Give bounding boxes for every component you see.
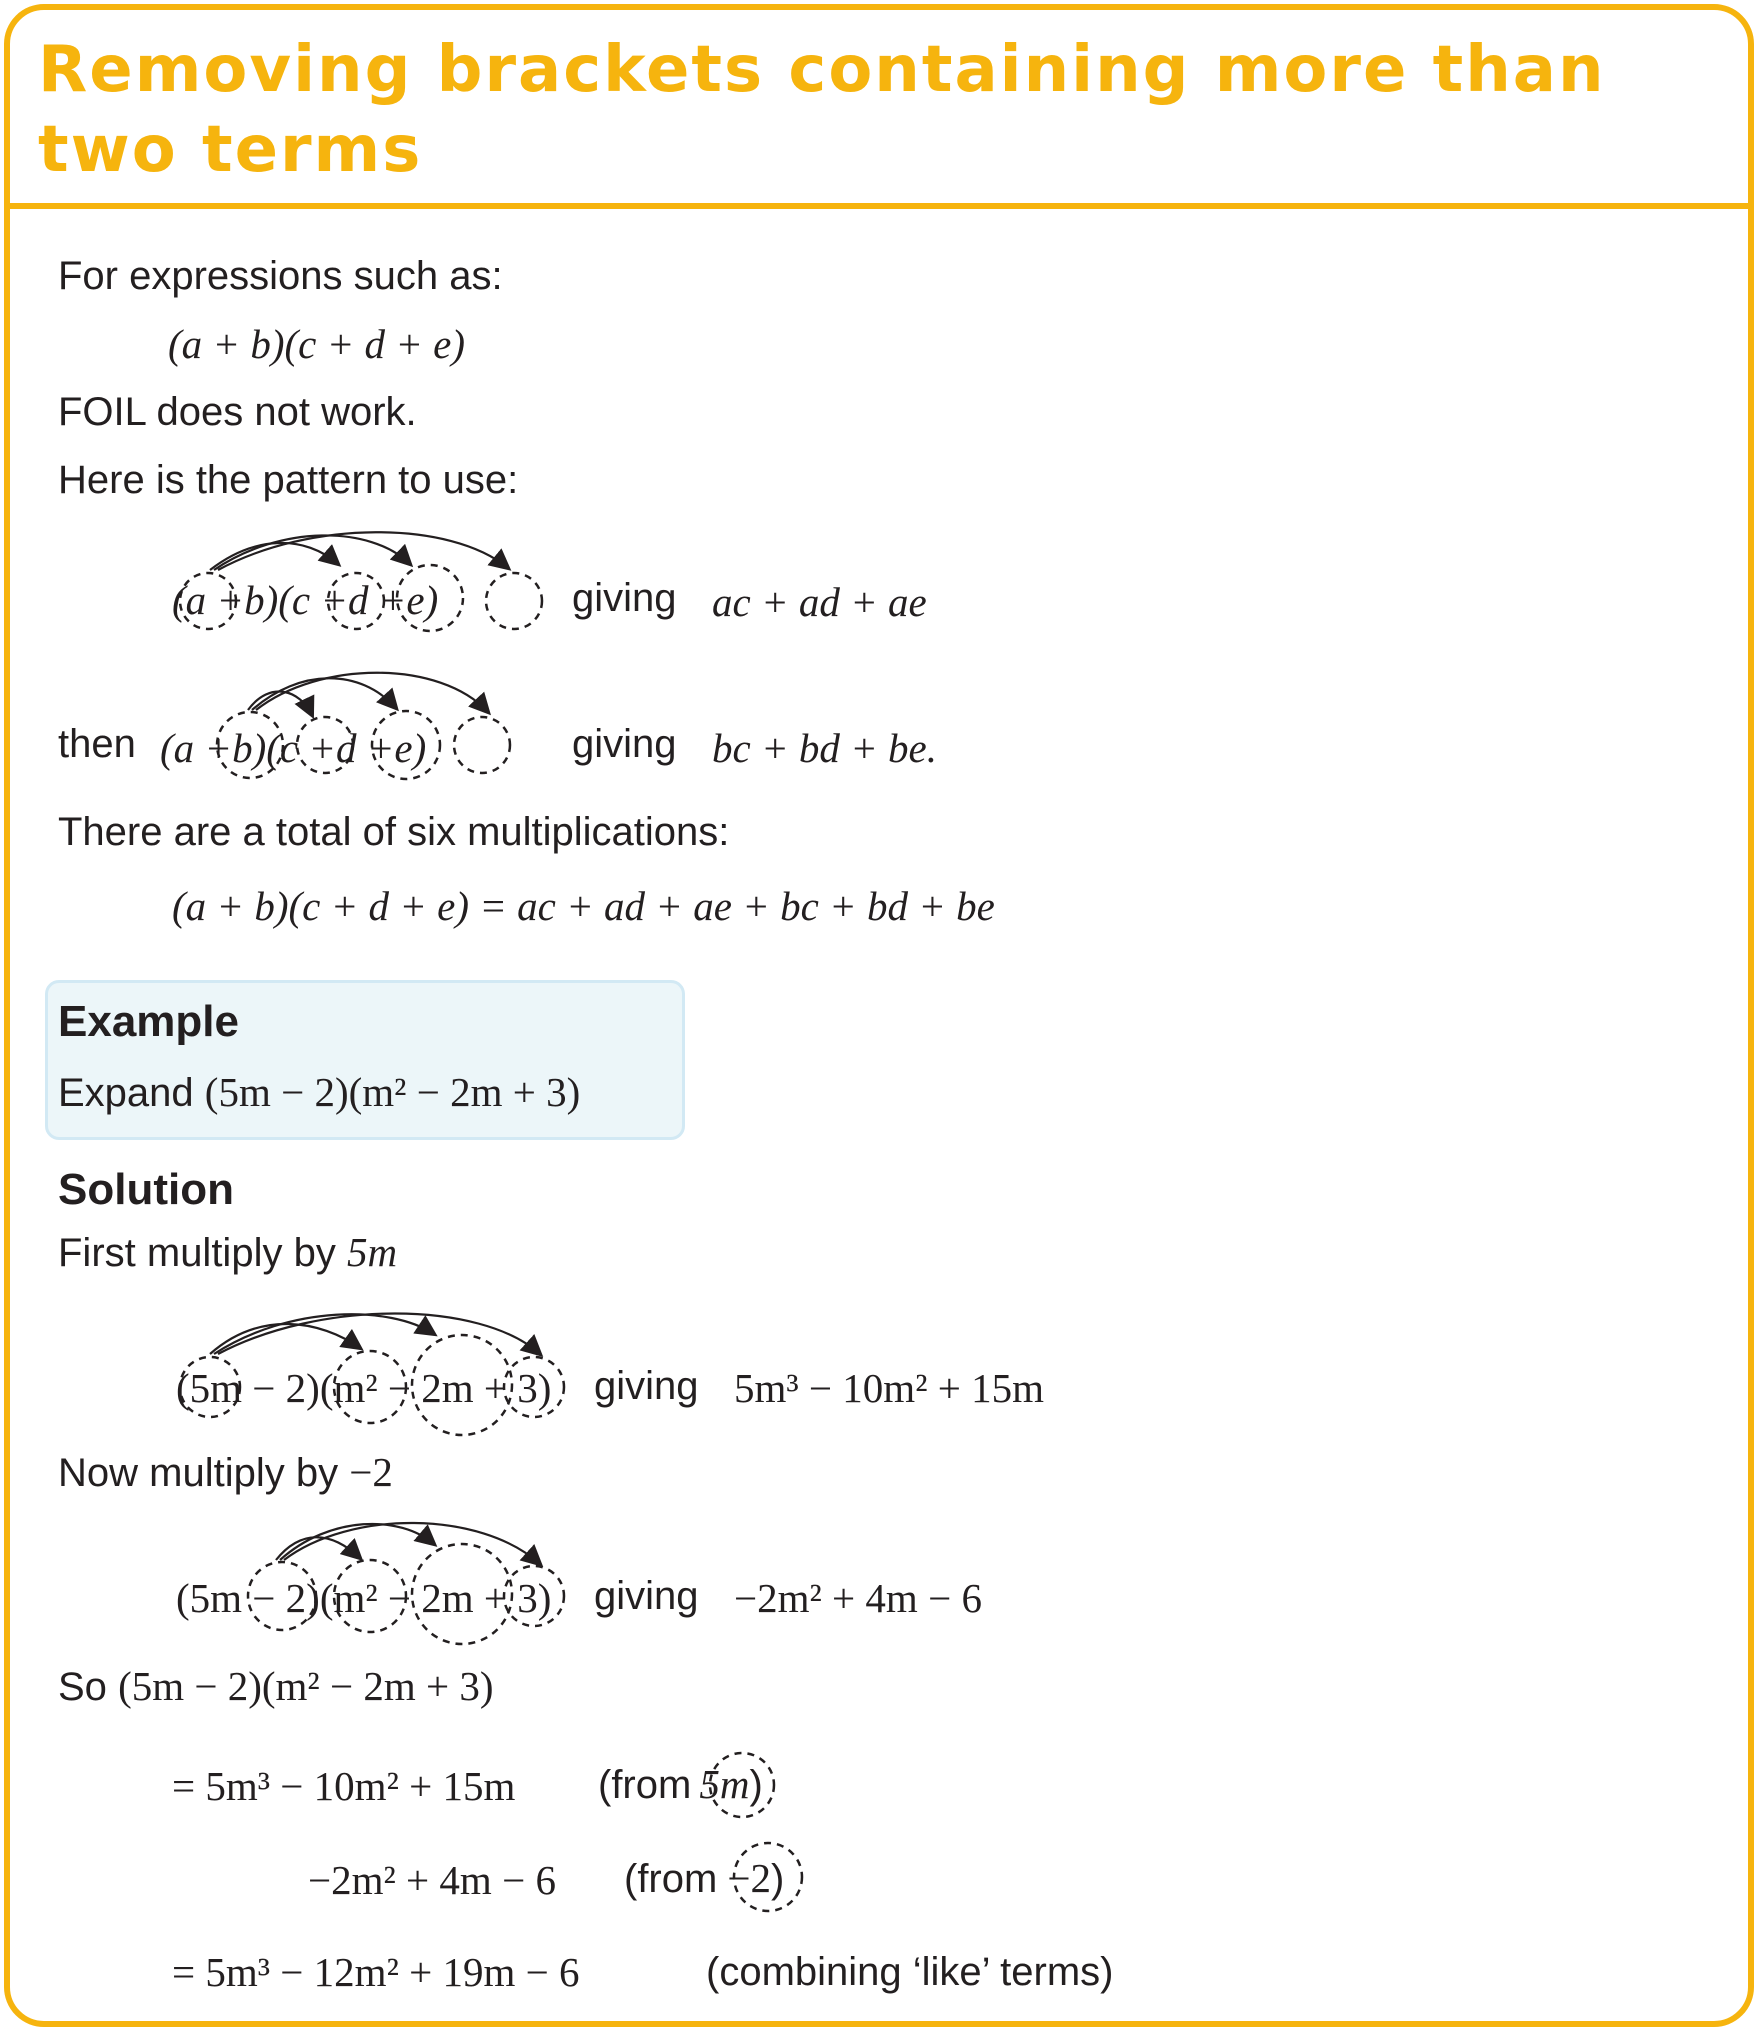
pattern-2-giving: giving [572,722,677,766]
result-line-a: = 5m³ − 10m² + 15m [172,1763,516,1809]
step-1-text: First multiply by [58,1231,336,1275]
example-heading: Example [58,997,239,1046]
step-2-result: −2m² + 4m − 6 [734,1575,982,1621]
note-a-term: 5m [699,1761,750,1807]
result-line-c: = 5m³ − 12m² + 19m − 6 [172,1949,580,1995]
note-a-suffix: ) [749,1763,763,1807]
step-2-expression: (5m − 2)(m² − 2m + 3) [176,1575,552,1621]
result-line-b: −2m² + 4m − 6 [308,1857,556,1903]
example-text: Expand [58,1071,194,1115]
result-line-b-note [624,1855,785,1901]
step-1-term: 5m [346,1229,398,1275]
example-expression: (5m − 2)(m² − 2m + 3) [204,1069,581,1115]
pattern-2-result: bc + bd + be. [712,725,937,771]
step-1-giving: giving [594,1364,699,1408]
example-prompt [58,1069,581,1115]
so-line [58,1663,494,1709]
intro-line-3: Here is the pattern to use: [58,458,519,502]
intro-expression-text: (a + b)(c + d + e) [168,321,466,367]
so-expression: (5m − 2)(m² − 2m + 3) [118,1663,494,1709]
step-2-giving: giving [594,1574,699,1618]
pattern-1-giving: giving [572,576,677,620]
step-2-term: −2 [349,1449,393,1495]
pattern-1-expression: (a +b)(c +d +e) [172,577,439,623]
result-line-c-note: (combining ‘like’ terms) [706,1950,1114,1994]
note-b-prefix: (from [624,1857,718,1901]
intro-line-2: FOIL does not work. [58,390,417,434]
pattern-2-expression: (a +b)(c +d +e) [160,725,427,771]
step-1-label [58,1229,398,1275]
total-line: There are a total of six multiplications: [58,810,730,854]
intro-expression [168,321,466,367]
pattern-1-result: ac + ad + ae [712,579,927,625]
note-b-term: −2 [727,1855,771,1901]
title-divider [4,203,1754,209]
step-2-label [58,1449,393,1495]
page-title: Removing brackets containing more than two terms [38,33,1606,187]
total-expression: (a + b)(c + d + e) = ac + ad + ae + bc + bd + be [172,883,995,929]
note-b-suffix: ) [770,1857,785,1901]
solution-heading: Solution [58,1165,234,1214]
so-text: So [58,1665,107,1709]
step-2-text: Now multiply by [58,1451,339,1495]
step-1-expression: (5m − 2)(m² − 2m + 3) [176,1365,552,1411]
result-line-a-note [598,1761,763,1807]
step-1-result: 5m³ − 10m² + 15m [734,1365,1045,1411]
note-a-prefix: (from [598,1763,692,1807]
pattern-2-then: then [58,722,136,766]
intro-line-1: For expressions such as: [58,254,503,298]
